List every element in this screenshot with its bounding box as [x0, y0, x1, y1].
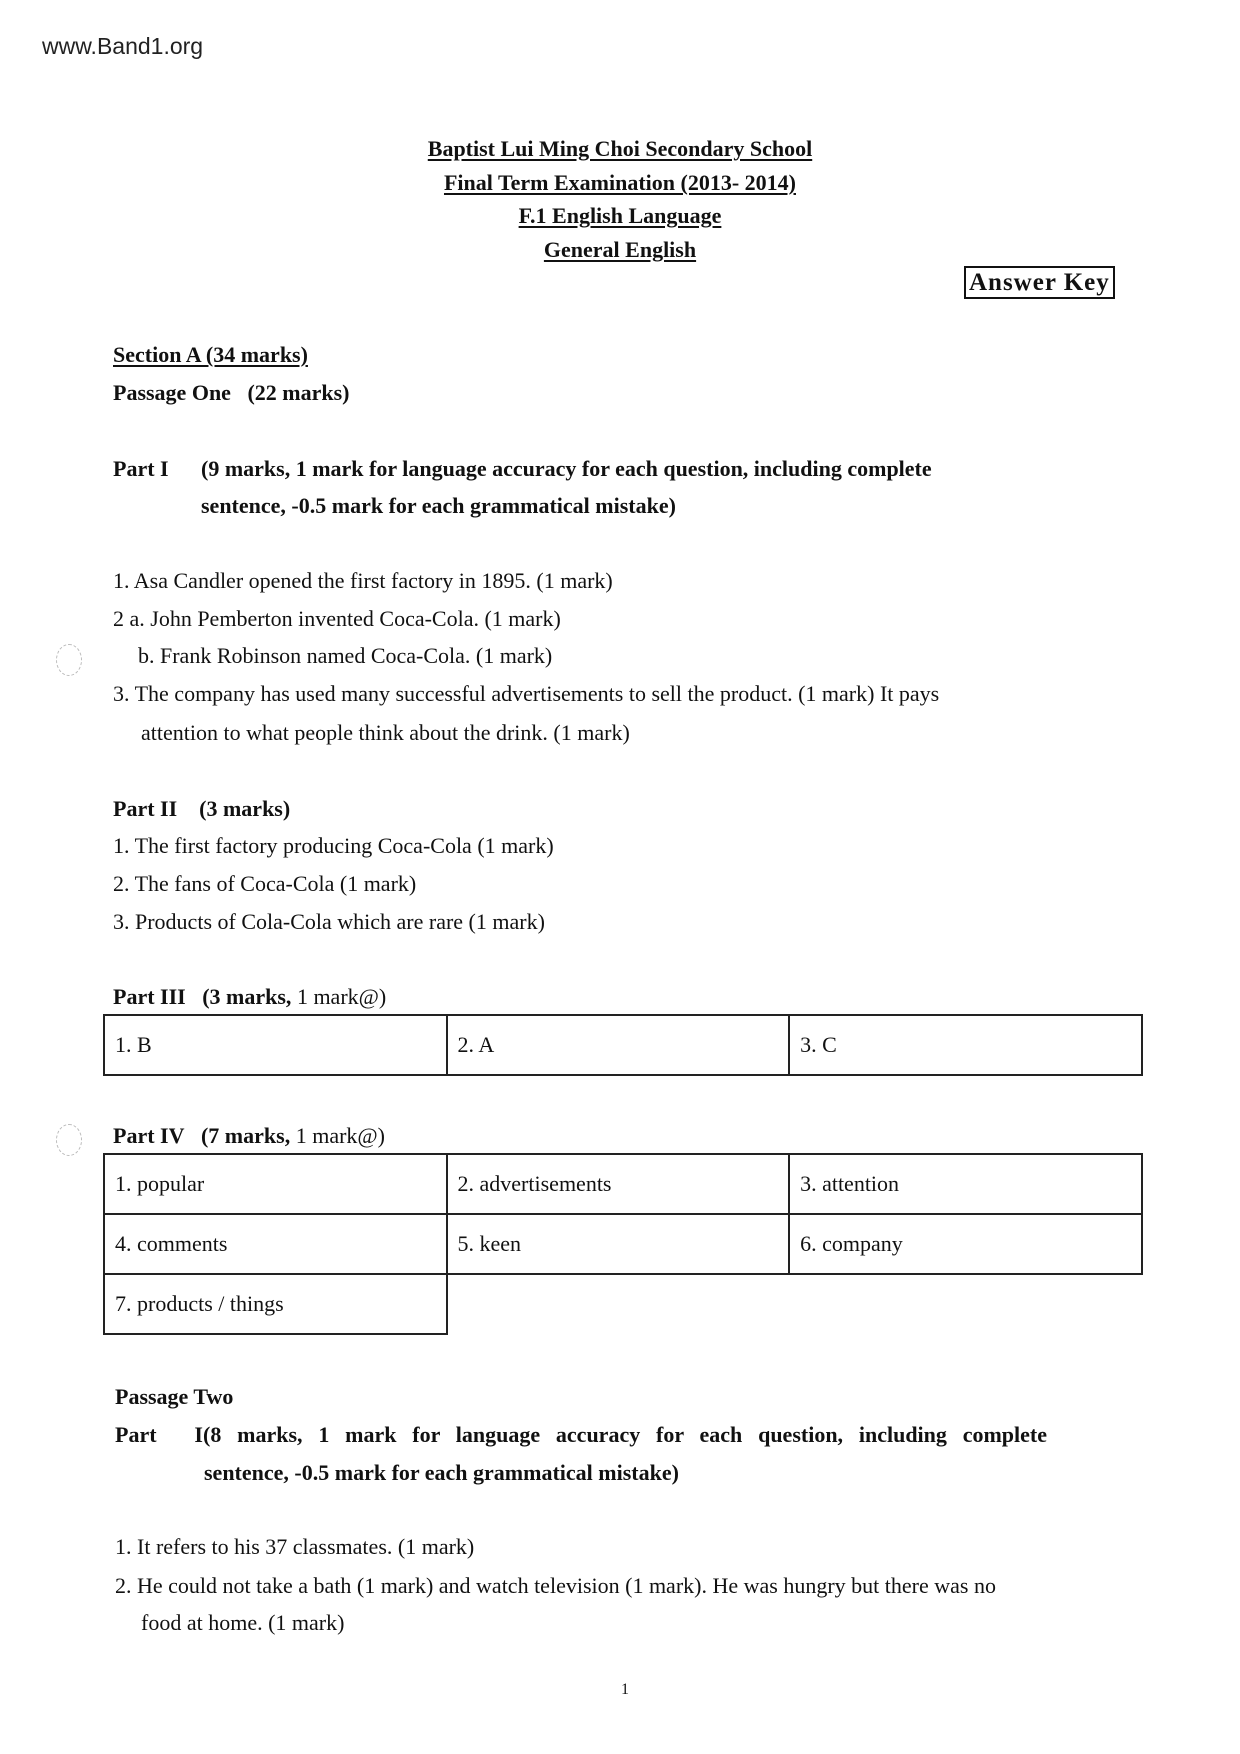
answer-line: food at home. (1 mark) [141, 1610, 345, 1635]
part4-answer-table [103, 1153, 1143, 1335]
subject-title: F.1 English Language [518, 203, 722, 228]
answer-cell: 3. attention [789, 1154, 1142, 1214]
section-a-title: Section A (34 marks) [113, 342, 308, 367]
site-watermark: www.Band1.org [42, 33, 204, 59]
part1-heading-cont: sentence, -0.5 mark for each grammatical mistake) [201, 493, 676, 518]
answer-cell: 3. C [789, 1015, 1142, 1075]
exam-title: Final Term Examination (2013- 2014) [443, 170, 796, 195]
answer-line: attention to what people think about the drink. (1 mark) [141, 720, 630, 745]
answer-line: 1. The first factory producing Coca-Cola (1 mark) [113, 833, 554, 858]
school-name: Baptist Lui Ming Choi Secondary School [427, 136, 813, 161]
answer-cell: 1. B [104, 1015, 447, 1075]
answer-line: b. Frank Robinson named Coca-Cola. (1 mark) [138, 643, 553, 668]
page-number: 1 [621, 1681, 629, 1698]
answer-cell: 1. popular [104, 1154, 447, 1214]
answer-cell: 2. A [447, 1015, 790, 1075]
part1-heading: Part I (9 marks, 1 mark for language accuracy for each question, including complete [113, 456, 932, 481]
passage-two-title: Passage Two [115, 1384, 234, 1409]
punch-hole-icon [56, 644, 82, 676]
answer-cell: 6. company [789, 1214, 1142, 1274]
answer-cell: 7. products / things [104, 1274, 447, 1334]
answer-cell: 5. keen [447, 1214, 790, 1274]
answer-line: 3. The company has used many successful advertisements to sell the product. (1 mark) It pays [113, 681, 940, 706]
part3-answer-table [103, 1014, 1143, 1076]
answer-line: 3. Products of Cola-Cola which are rare (1 mark) [113, 909, 545, 934]
paper-title: General English [543, 237, 697, 262]
answer-cell: 4. comments [104, 1214, 447, 1274]
part2-heading: Part II (3 marks) [113, 796, 291, 821]
punch-hole-icon [56, 1124, 82, 1156]
passage-two-part1-heading: Part I (8 marks, 1 mark for language accuracy for each question, including complete [115, 1422, 1047, 1447]
answer-line: 2. He could not take a bath (1 mark) and watch television (1 mark). He was hungry but there was no [115, 1573, 996, 1598]
answer-line: 1. Asa Candler opened the first factory in 1895. (1 mark) [113, 568, 613, 593]
answer-line: 2. The fans of Coca-Cola (1 mark) [113, 871, 417, 896]
part3-heading: Part III (3 marks, 1 mark@) [113, 984, 387, 1009]
answer-key-badge: Answer Key [964, 266, 1115, 299]
passage-one-title: Passage One (22 marks) [113, 380, 350, 405]
passage-two-part1-heading-cont: sentence, -0.5 mark for each grammatical mistake) [204, 1460, 679, 1485]
answer-cell: 2. advertisements [447, 1154, 790, 1214]
answer-line: 1. It refers to his 37 classmates. (1 mark) [115, 1534, 475, 1559]
part4-heading: Part IV (7 marks, 1 mark@) [113, 1123, 385, 1148]
answer-line: 2 a. John Pemberton invented Coca-Cola. (1 mark) [113, 606, 561, 631]
